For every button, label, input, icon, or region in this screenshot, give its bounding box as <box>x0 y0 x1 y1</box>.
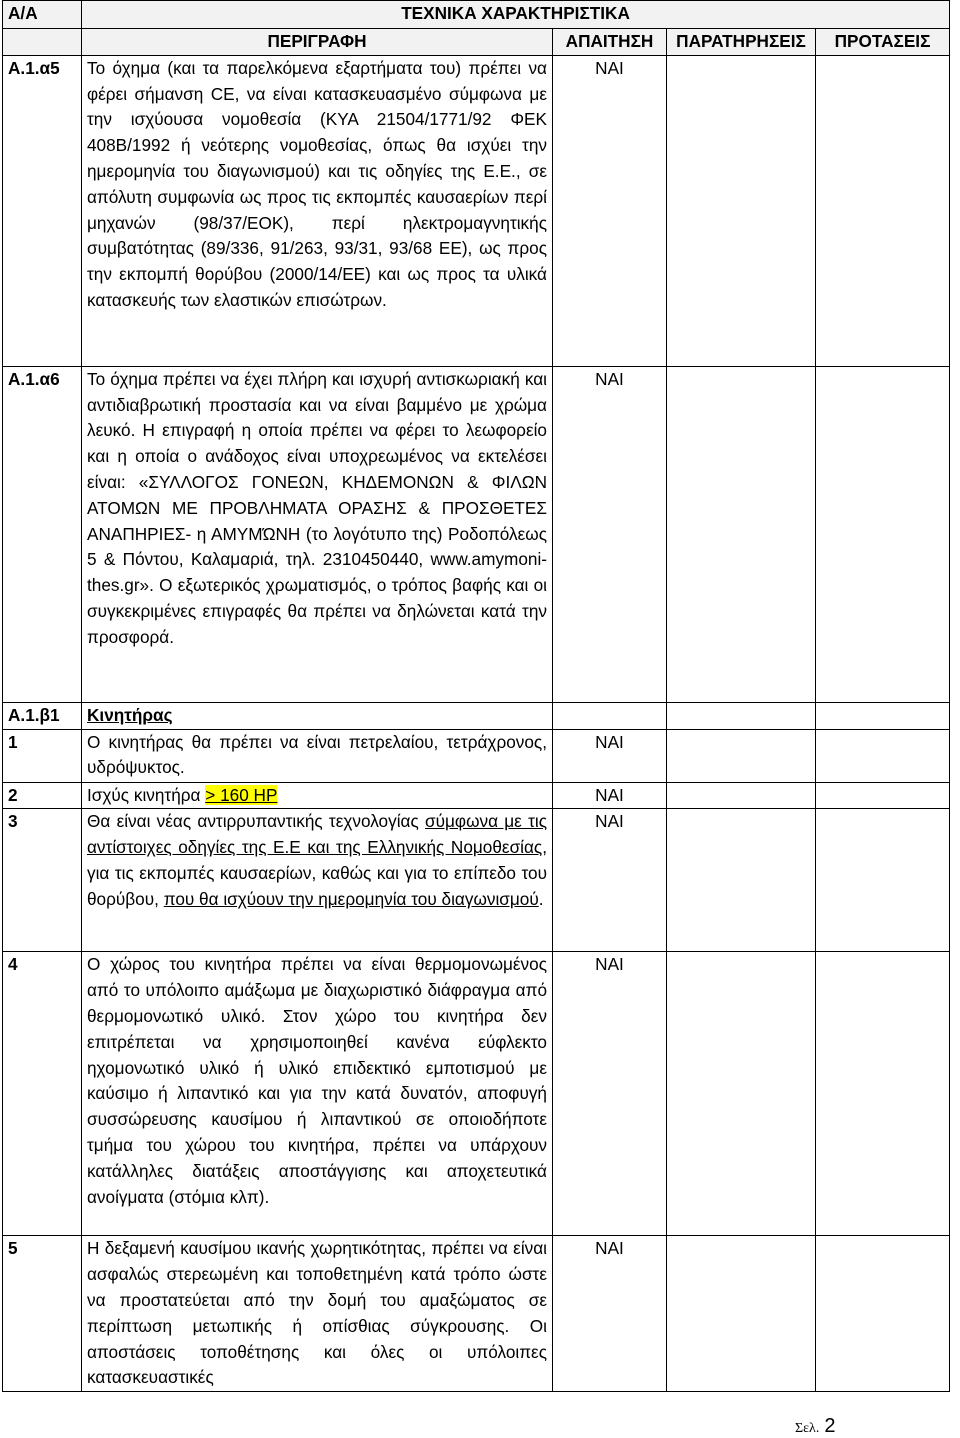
page-label: Σελ. <box>795 1421 820 1436</box>
row-id: Α.1.α5 <box>3 55 82 366</box>
header-row-2 <box>3 29 950 56</box>
row-proposals <box>816 55 950 366</box>
row-remarks <box>667 1236 816 1392</box>
header-remarks: ΠΑΡΑΤΗΡΗΣΕΙΣ <box>667 29 816 56</box>
underlined-text: σύμφωνα με τις αντίστοιχες οδηγίες της Ε.Ε και της Ελληνικής Νομοθεσίας <box>87 811 547 858</box>
row-text: , για τις εκπομπές καυσαερίων, καθώς και για το επίπεδο του θορύβου, <box>87 837 547 909</box>
row-description: Η δεξαμενή καυσίμου ικανής χωρητικότητας, πρέπει να είναι ασφαλώς στερεωμένη και τοποθετημένη κατά τρόπο ώστε να προστατεύεται από την δομή του αμαξώματος σε περίπτωση μετωπικής ή οπίσθιας σύγκρουσης. Οι αποστάσεις τοποθέτησης και όλες οι υπόλοιπες κατασκευαστικές <box>82 1236 553 1392</box>
table-row <box>3 952 950 1236</box>
row-proposals <box>816 366 950 702</box>
row-id: 2 <box>3 782 82 809</box>
row-proposals <box>816 782 950 809</box>
row-id: 5 <box>3 1236 82 1392</box>
row-requirement: ΝΑΙ <box>553 809 667 952</box>
row-id: 1 <box>3 729 82 782</box>
row-proposals <box>816 702 950 729</box>
header-id-column: Α/Α <box>3 1 82 29</box>
header-blank-cell <box>3 29 82 56</box>
row-proposals <box>816 1236 950 1392</box>
row-requirement: ΝΑΙ <box>553 782 667 809</box>
row-remarks <box>667 952 816 1236</box>
table-row <box>3 702 950 729</box>
header-requirement: ΑΠΑΙΤΗΣΗ <box>553 29 667 56</box>
row-description: Ο κινητήρας θα πρέπει να είναι πετρελαίου, τετράχρονος, υδρόψυκτος. <box>82 729 553 782</box>
row-description <box>82 702 553 729</box>
row-id: Α.1.β1 <box>3 702 82 729</box>
table-row <box>3 55 950 366</box>
highlighted-value: > 160 HP <box>205 784 278 805</box>
header-row-1 <box>3 1 950 29</box>
row-requirement: ΝΑΙ <box>553 1236 667 1392</box>
row-proposals <box>816 952 950 1236</box>
row-description: Το όχημα (και τα παρελκόμενα εξαρτήματα του) πρέπει να φέρει σήμανση CE, να είναι κατασκευασμένο σύμφωνα με την ισχύουσα νομοθεσία (ΚΥΑ 21504/1771/92 ΦΕΚ 408Β/1992 ή νεότερης νομοθεσίας, όπως θα ισχύει την ημερομηνία του διαγωνισμού) και τις οδηγίες της Ε.Ε., σε απόλυτη συμφωνία ως προς τις εκπομπές καυσαερίων περί μηχανών (98/37/ΕΟΚ), περί ηλεκτρομαγνητικής συμβατότητας (89/336, 91/263, 93/31, 93/68 ΕΕ), ως προς την εκπομπή θορύβου (2000/14/ΕΕ) και ως προς τα υλικά κατασκευής των ελαστικών επισώτρων. <box>82 55 553 366</box>
header-title: ΤΕΧΝΙΚΑ ΧΑΡΑΚΤΗΡΙΣΤΙΚΑ <box>82 1 950 29</box>
row-requirement: ΝΑΙ <box>553 729 667 782</box>
row-description <box>82 782 553 809</box>
row-remarks <box>667 782 816 809</box>
row-remarks <box>667 729 816 782</box>
table-row <box>3 809 950 952</box>
row-description: Το όχημα πρέπει να έχει πλήρη και ισχυρή αντισκωριακή και αντιδιαβρωτική προστασία και να είναι βαμμένο με χρώμα λευκό. Η επιγραφή η οποία πρέπει να φέρει το λεωφορείο και η οποία ο ανάδοχος είναι υποχρεωμένος να εκτελέσει είναι: «ΣΥΛΛΟΓΟΣ ΓΟΝΕΩΝ, ΚΗΔΕΜΟΝΩΝ & ΦΙΛΩΝ ΑΤΟΜΩΝ ΜΕ ΠΡΟΒΛΗΜΑΤΑ ΟΡΑΣΗΣ & ΠΡΟΣΘΕΤΕΣ ΑΝΑΠΗΡΙΕΣ- η ΑΜΥΜΏΝΗ (το λογότυπο της) Ροδοπόλεως 5 & Πόντου, Καλαμαριά, τηλ. 2310450440, www.amymoni-thes.gr». Ο εξωτερικός χρωματισμός, ο τρόπος βαφής και οι συγκεκριμένες επιγραφές θα πρέπει να δηλώνεται κατά την προσφορά. <box>82 366 553 702</box>
row-remarks <box>667 809 816 952</box>
row-id: Α.1.α6 <box>3 366 82 702</box>
row-description: Ο χώρος του κινητήρα πρέπει να είναι θερμομονωμένος από το υπόλοιπο αμάξωμα με διαχωριστικό διάφραγμα από θερμομονωτικό υλικό. Στον χώρο του κινητήρα δεν επιτρέπεται να χρησιμοποιηθεί κανένα εύφλεκτο ηχομονωτικό υλικό ή υλικό επιδεκτικό εμποτισμού με καύσιμο ή λιπαντικό και για την κατά δυνατόν, αποφυγή συσσώρευσης καυσίμου ή λιπαντικού σε οποιοδήποτε τμήμα του χώρου του κινητήρα, πρέπει να υπάρχουν κατάλληλες διατάξεις αποστάγγισης και αποχετευτικά ανοίγματα (στόμια κλπ). <box>82 952 553 1236</box>
row-text: Ισχύς κινητήρα <box>87 784 206 805</box>
row-requirement: ΝΑΙ <box>553 55 667 366</box>
row-text: Θα είναι νέας αντιρρυπαντικής τεχνολογίας <box>87 811 426 832</box>
page-number <box>795 1415 835 1438</box>
row-proposals <box>816 809 950 952</box>
row-remarks <box>667 702 816 729</box>
header-description: ΠΕΡΙΓΡΑΦΗ <box>82 29 553 56</box>
technical-specs-table <box>2 0 950 1392</box>
row-requirement <box>553 702 667 729</box>
table-row <box>3 782 950 809</box>
row-remarks <box>667 55 816 366</box>
row-requirement: ΝΑΙ <box>553 366 667 702</box>
row-remarks <box>667 366 816 702</box>
row-id: 4 <box>3 952 82 1236</box>
row-description <box>82 809 553 952</box>
row-text: . <box>538 888 544 909</box>
table-row <box>3 729 950 782</box>
page-number-value: 2 <box>824 1415 836 1437</box>
row-requirement: ΝΑΙ <box>553 952 667 1236</box>
table-row <box>3 366 950 702</box>
row-id: 3 <box>3 809 82 952</box>
section-heading: Κινητήρας <box>87 704 173 725</box>
table-row <box>3 1236 950 1392</box>
row-proposals <box>816 729 950 782</box>
underlined-text: που θα ισχύουν την ημερομηνία του διαγωνισμού <box>163 888 539 909</box>
header-proposals: ΠΡΟΤΑΣΕΙΣ <box>816 29 950 56</box>
